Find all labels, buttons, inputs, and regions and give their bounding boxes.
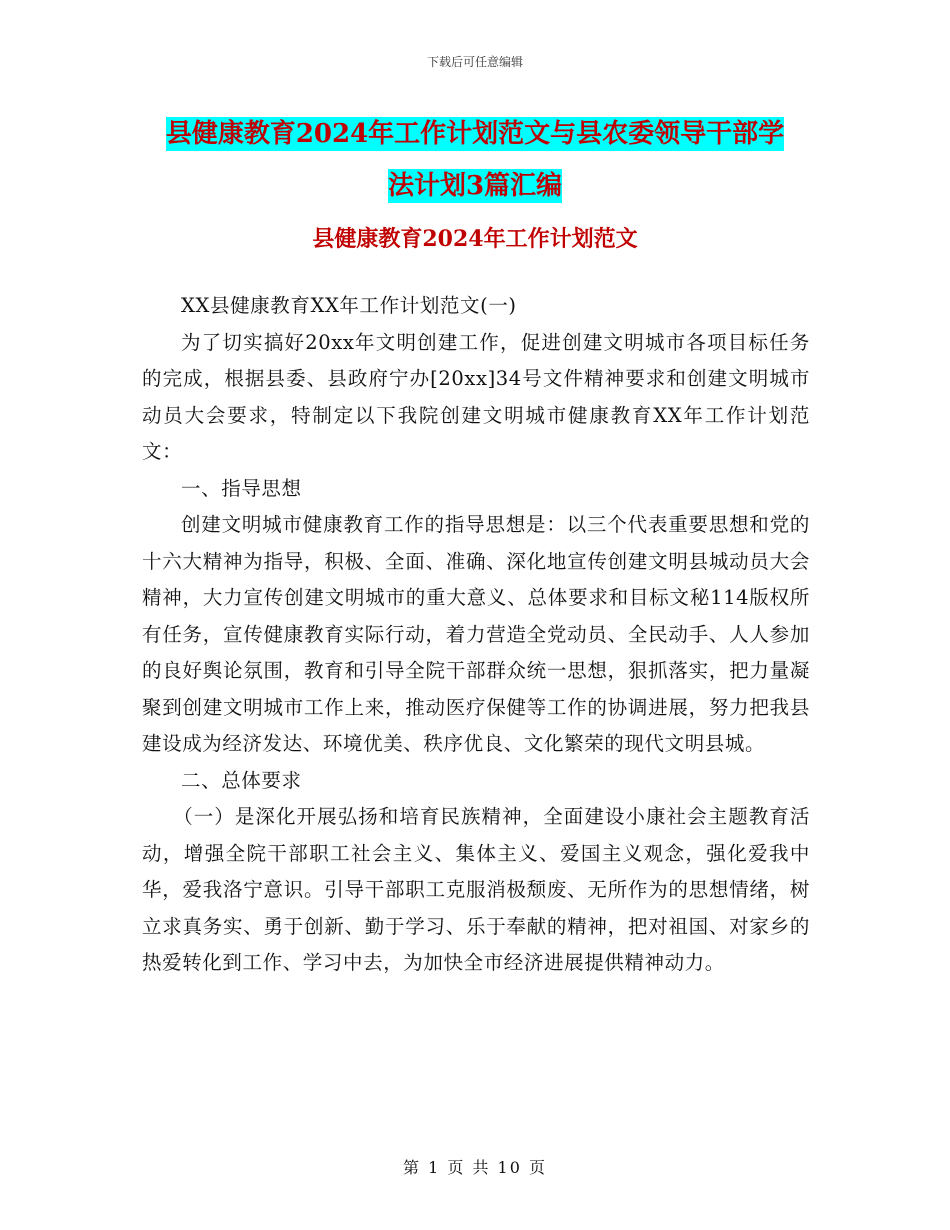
title-line-1: 县健康教育2024年工作计划范文与县农委领导干部学	[165, 119, 785, 149]
title-line-2: 法计划3篇汇编	[387, 171, 563, 201]
paragraph: 为了切实搞好20xx年文明创建工作，促进创建文明城市各项目标任务的完成，根据县委、县政府宁办[20xx]34号文件精神要求和创建文明城市动员大会要求，特制定以下我院创建文明城市健康教育XX年工作计划范文：	[142, 330, 810, 463]
header-note: 下载后可任意编辑	[426, 55, 523, 69]
paragraph: 创建文明城市健康教育工作的指导思想是：以三个代表重要思想和党的十六大精神为指导，积极、全面、准确、深化地宣传创建文明县城动员大会精神，大力宣传创建文明城市的重大意义、总体要求和目标文秘114版权所有任务，宣传健康教育实际行动，着力营造全党动员、全民动手、人人参加的良好舆论氛围，教育和引导全院干部群众统一思想，狠抓落实，把力量凝聚到创建文明城市工作上来，推动医疗保健等工作的协调进展，努力把我县建设成为经济发达、环境优美、秩序优良、文化繁荣的现代文明县城。	[142, 513, 810, 755]
section-heading: 二、总体要求	[181, 768, 302, 792]
document-title	[0, 108, 950, 212]
paragraph: XX县健康教育XX年工作计划范文(一)	[181, 294, 517, 317]
section-title: 县健康教育2024年工作计划范文	[312, 226, 638, 252]
paragraph: （一）是深化开展弘扬和培育民族精神，全面建设小康社会主题教育活动，增强全院干部职工社会主义、集体主义、爱国主义观念，强化爱我中华，爱我洛宁意识。引导干部职工克服消极颓废、无所作为的思想情绪，树立求真务实、勇于创新、勤于学习、乐于奉献的精神，把对祖国、对家乡的热爱转化到工作、学习中去，为加快全市经济进展提供精神动力。	[142, 805, 810, 974]
page-footer: 第 1 页 共 10 页	[403, 1158, 547, 1177]
section-heading: 一、指导思想	[181, 476, 302, 500]
document-body	[142, 288, 810, 982]
